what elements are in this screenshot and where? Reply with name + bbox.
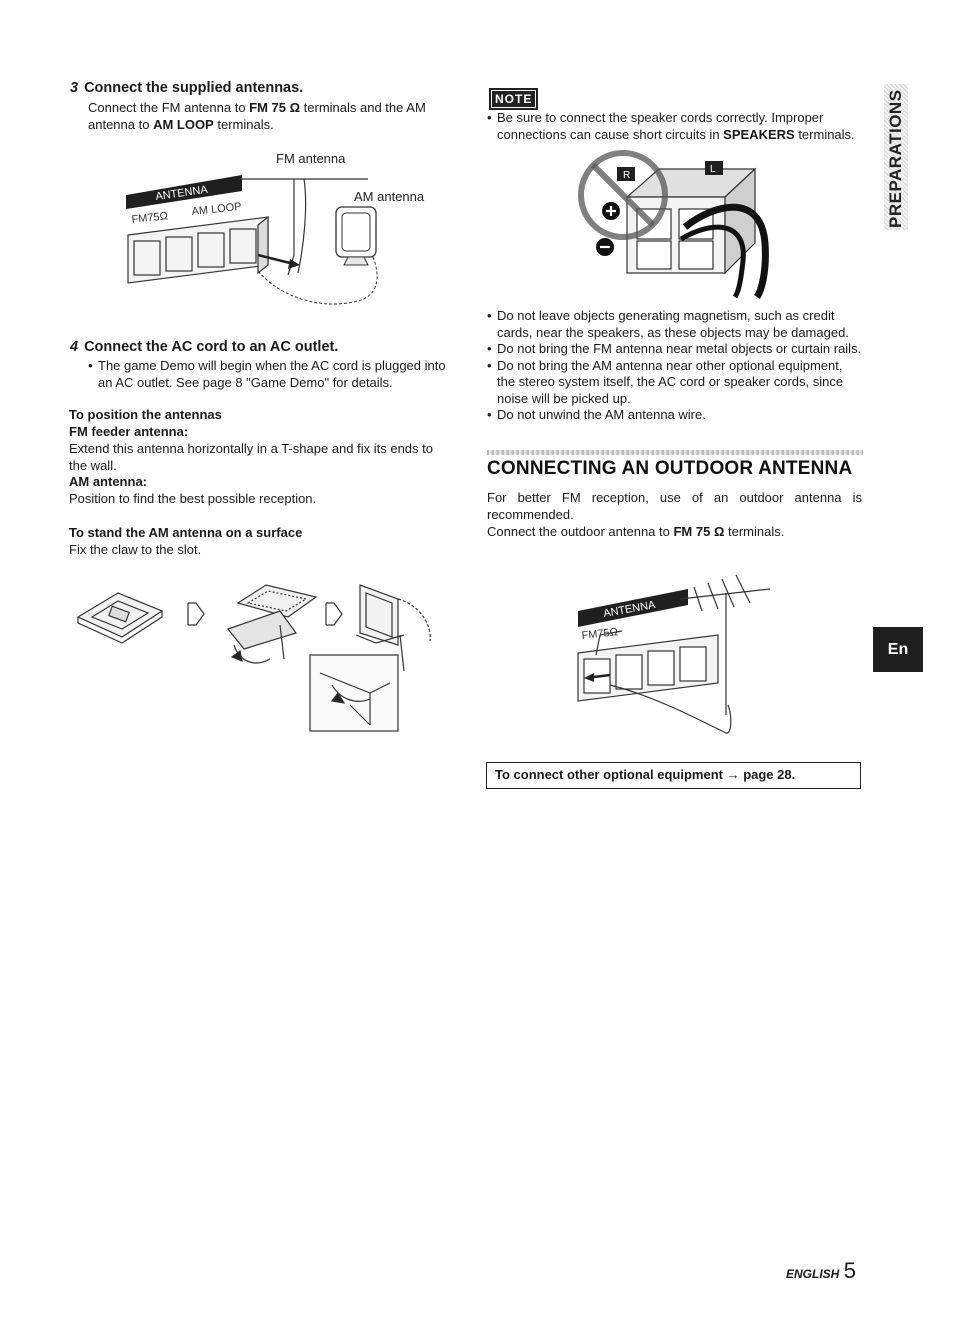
am-antenna-label: AM antenna: [354, 189, 425, 204]
antenna-panel-label: ANTENNA: [154, 183, 209, 203]
reference-link[interactable]: To connect other optional equipment → page 28.: [495, 767, 796, 782]
step-3-text: Connect the FM antenna to FM 75 Ω terminals and the AM antenna to AM LOOP terminals.: [88, 100, 426, 132]
am-antenna-text: Position to find the best possible reception.: [69, 491, 317, 506]
step-4-title: [70, 339, 338, 355]
fm-antenna-label: FM antenna: [276, 151, 346, 166]
outdoor-text-2: Connect the outdoor antenna to FM 75 Ω terminals.: [487, 524, 785, 539]
note-bullet: • Do not leave objects generating magnetism, such as credit cards, near the speakers, as these objects may be damaged.: [487, 308, 863, 341]
antenna-connection-figure: [118, 145, 448, 315]
outdoor-text-1: For better FM reception, use of an outdoor antenna is recommended.: [487, 490, 862, 522]
position-heading: To position the antennas: [69, 407, 222, 422]
preparations-side-tab: PREPARATIONS: [884, 84, 908, 230]
language-tab: En: [873, 627, 923, 672]
am-antenna-heading: AM antenna:: [69, 474, 147, 489]
svg-text:AM LOOP: AM LOOP: [191, 200, 243, 218]
outdoor-panel-label: ANTENNA: [602, 599, 657, 620]
step-4-bullet: • The game Demo will begin when the AC cord is plugged into an AC outlet. See page 8 "Game Demo" for details.: [88, 358, 446, 391]
right-channel-label: R: [623, 170, 631, 181]
note-bullets-top: [487, 110, 863, 143]
note-bullets: [487, 308, 863, 424]
stand-heading: To stand the AM antenna on a surface: [69, 525, 303, 540]
left-channel-label: L: [710, 164, 716, 175]
fm-feeder-heading: FM feeder antenna:: [69, 424, 189, 439]
reference-box: [486, 762, 861, 789]
am-terminal-label: AM LOOP: [153, 116, 214, 132]
step-4-bullets: [88, 358, 446, 391]
note-bullet: • Do not bring the AM antenna near other optional equipment, the stereo system itself, the AC cord or speaker cords, since noise will be picked up.: [487, 358, 863, 408]
svg-text:FM75Ω: FM75Ω: [581, 626, 619, 642]
outdoor-antenna-title: CONNECTING AN OUTDOOR ANTENNA: [487, 458, 853, 479]
stand-text: Fix the claw to the slot.: [69, 542, 202, 557]
footer-language: ENGLISH: [786, 1267, 840, 1281]
page-number: 5: [843, 1258, 857, 1283]
outdoor-antenna-figure: [570, 565, 780, 740]
fm-feeder-text: Extend this antenna horizontally in a T-shape and fix its ends to the wall.: [69, 441, 433, 473]
note-bullet: • Do not bring the FM antenna near metal objects or curtain rails.: [487, 341, 863, 358]
step-3-heading: Connect the supplied antennas.: [84, 80, 304, 96]
step-4-number: 4: [70, 339, 79, 355]
section-divider: [487, 450, 863, 455]
speaker-terminal-figure: [575, 143, 785, 303]
page-footer: [786, 1258, 856, 1284]
note-badge: NOTE: [489, 88, 538, 110]
step-3-title: [70, 80, 303, 96]
svg-text:FM75Ω: FM75Ω: [131, 210, 169, 226]
note-bullet-speaker: • Be sure to connect the speaker cords correctly. Improper connections can cause short circuits in SPEAKERS terminals.: [487, 110, 863, 143]
outdoor-fm-terminal-label: FM 75 Ω: [673, 524, 725, 539]
speakers-terminal-label: SPEAKERS: [723, 126, 795, 142]
fm-terminal-label: FM 75 Ω: [249, 100, 301, 115]
note-bullet: • Do not unwind the AM antenna wire.: [487, 407, 863, 424]
step-3-number: 3: [70, 80, 79, 96]
step-4-heading: Connect the AC cord to an AC outlet.: [84, 339, 339, 355]
am-stand-figure: [70, 575, 440, 735]
